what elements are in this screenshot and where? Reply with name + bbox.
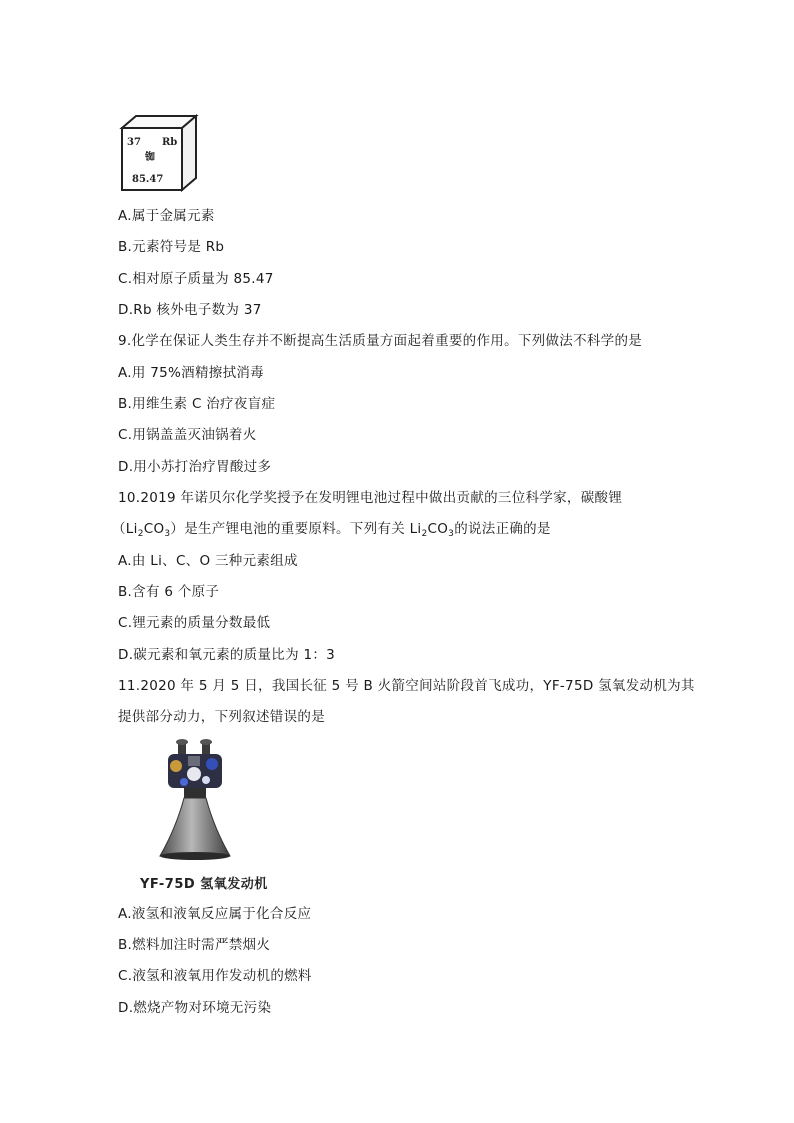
q10-stem-line2: $(Li_2CO_3)$是生产锂电池的重要原料。下列有关 $Li_2CO_3$的说法正确的是	[112, 521, 551, 539]
rocket-engine-figure	[158, 738, 232, 862]
q11-option-d: D.燃烧产物对环境无污染	[118, 1000, 272, 1016]
element-atomic-number: 37	[127, 137, 141, 148]
q9-stem: 9.化学在保证人类生存并不断提高生活质量方面起着重要的作用。下列做法不科学的是	[118, 333, 643, 349]
element-card-figure	[118, 112, 200, 194]
q10-option-b: B.含有 6 个原子	[118, 584, 220, 600]
q8-option-b: B.元素符号是 Rb	[118, 239, 225, 255]
q9-option-a: A.用 75%酒精擦拭消毒	[118, 365, 264, 381]
q10-option-d: D.碳元素和氧元素的质量比为 1：3	[118, 647, 336, 663]
q8-option-a: A.属于金属元素	[118, 208, 215, 224]
q8-option-c: C.相对原子质量为 85.47	[118, 271, 274, 287]
q11-option-c: C.液氢和液氧用作发动机的燃料	[118, 968, 312, 984]
q10-option-a: A.由 Li、C、O 三种元素组成	[118, 553, 298, 569]
q8-option-d: D.Rb 核外电子数为 37	[118, 302, 262, 318]
element-name: 铷	[145, 152, 155, 163]
element-mass: 85.47	[132, 174, 164, 185]
q11-option-b: B.燃料加注时需严禁烟火	[118, 937, 271, 953]
q11-stem-line2: 提供部分动力，下列叙述错误的是	[118, 709, 325, 725]
q9-option-c: C.用锅盖盖灭油锅着火	[118, 427, 257, 443]
element-symbol: Rb	[162, 137, 178, 148]
q9-option-b: B.用维生素 C 治疗夜盲症	[118, 396, 276, 412]
engine-caption: YF-75D 氢氧发动机	[140, 877, 268, 892]
q10-option-c: C.锂元素的质量分数最低	[118, 615, 271, 631]
q9-option-d: D.用小苏打治疗胃酸过多	[118, 459, 272, 475]
q11-stem-line1: 11.2020 年 5 月 5 日，我国长征 5 号 B 火箭空间站阶段首飞成功，YF-75D 氢氧发动机为其	[118, 678, 695, 694]
q10-stem-line1: 10.2019 年诺贝尔化学奖授予在发明锂电池过程中做出贡献的三位科学家，碳酸锂	[118, 490, 623, 506]
q11-option-a: A.液氢和液氧反应属于化合反应	[118, 906, 312, 922]
